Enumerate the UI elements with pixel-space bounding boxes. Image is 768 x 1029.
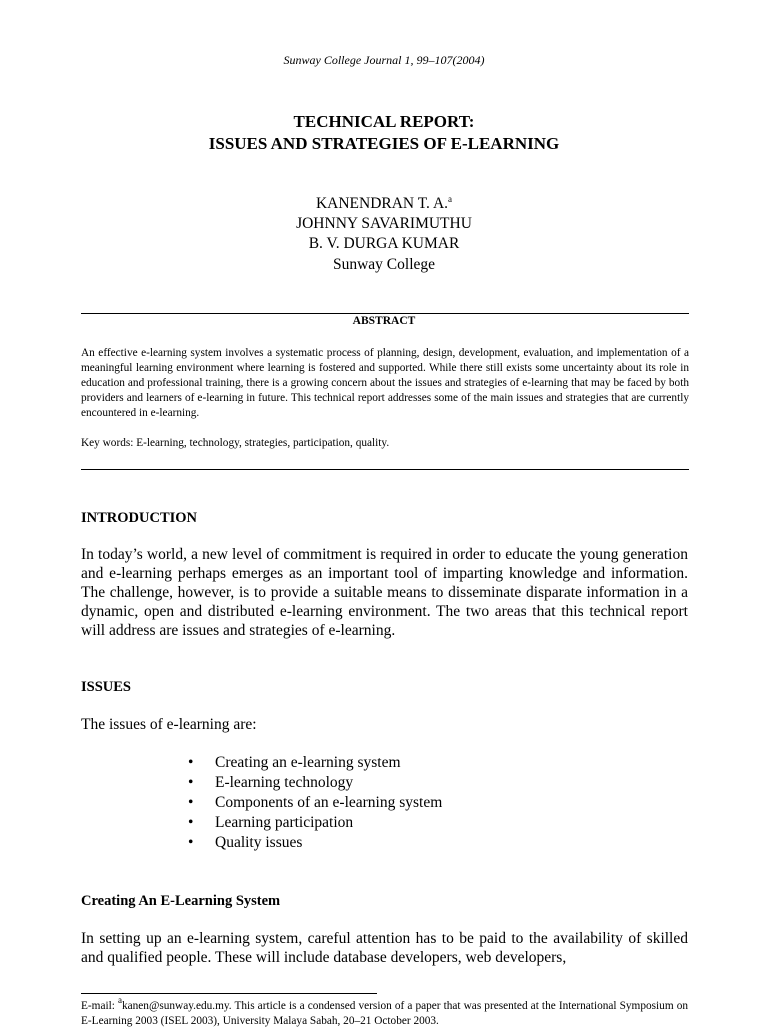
author-3: B. V. DURGA KUMAR (308, 235, 460, 252)
title-line-1: TECHNICAL REPORT: (293, 112, 475, 131)
bullet: • (188, 774, 194, 791)
list-item-text: Quality issues (215, 834, 303, 851)
abstract-heading: ABSTRACT (352, 315, 416, 327)
author-1-name: KANENDRAN T. A. (315, 195, 449, 212)
footnote-rule (81, 993, 377, 994)
abstract-bottom-rule (81, 469, 689, 470)
creating-section-heading: Creating An E-Learning System (81, 893, 281, 909)
author-1 (0, 194, 768, 214)
abstract-text: An effective e-learning system involves a systematic process of planning, design, development, evaluation, and implementation of a meaningful learning environment where learning is fostered and supported. While there still exists some uncertainty about its role in education and professional training, there is a growing concern about the issues and strategies of e-learning that may be faced by both providers and learners of e-learning in future. This technical report addresses some of the main issues and strategies that are currently encountered in e-learning. (81, 347, 689, 419)
issues-intro: The issues of e-learning are: (81, 716, 257, 733)
issues-list (188, 753, 442, 853)
footnote-text: kanen@sunway.edu.my. This article is a condensed version of a paper that was presented at the International Symposium on E-Learning 2003 (ISEL 2003), University Malaya Sabah, 20–21 October 2003. (81, 1000, 688, 1027)
bullet: • (188, 754, 194, 771)
journal-header: Sunway College Journal 1, 99–107(2004) (283, 53, 485, 67)
list-item (188, 813, 442, 833)
author-1-mark: a (448, 194, 453, 204)
list-item (188, 833, 442, 853)
introduction-heading: INTRODUCTION (81, 510, 198, 526)
bullet: • (188, 814, 194, 831)
keywords: Key words: E-learning, technology, strategies, participation, quality. (81, 437, 390, 449)
list-item-text: E-learning technology (215, 774, 354, 791)
footnote-mark: a (117, 995, 122, 1005)
bullet: • (188, 794, 194, 811)
introduction-text: In today’s world, a new level of commitment is required in order to educate the young generation and e-learning perhaps emerges as an important tool of imparting knowledge and information. The challenge, however, is to provide a suitable means to disseminate disparate information in a dynamic, open and distributed e-learning environment. The two areas that this technical report will address are issues and strategies of e-learning. (81, 546, 688, 639)
footnote (81, 995, 688, 1029)
list-item (188, 753, 442, 773)
title-line-2: ISSUES AND STRATEGIES OF E-LEARNING (208, 134, 560, 153)
list-item-text: Components of an e-learning system (215, 794, 443, 811)
bullet: • (188, 834, 194, 851)
affiliation: Sunway College (332, 256, 436, 273)
list-item-text: Learning participation (215, 814, 354, 831)
list-item (188, 793, 442, 813)
footnote-email-label: E-mail: (81, 1000, 118, 1012)
issues-heading: ISSUES (81, 679, 131, 695)
creating-section-text: In setting up an e-learning system, careful attention has to be paid to the availability of skilled and qualified people. These will include database developers, web developers, (81, 930, 688, 966)
author-2: JOHNNY SAVARIMUTHU (296, 215, 472, 232)
abstract-top-rule (81, 313, 689, 314)
list-item-text: Creating an e-learning system (215, 754, 401, 771)
list-item (188, 773, 442, 793)
